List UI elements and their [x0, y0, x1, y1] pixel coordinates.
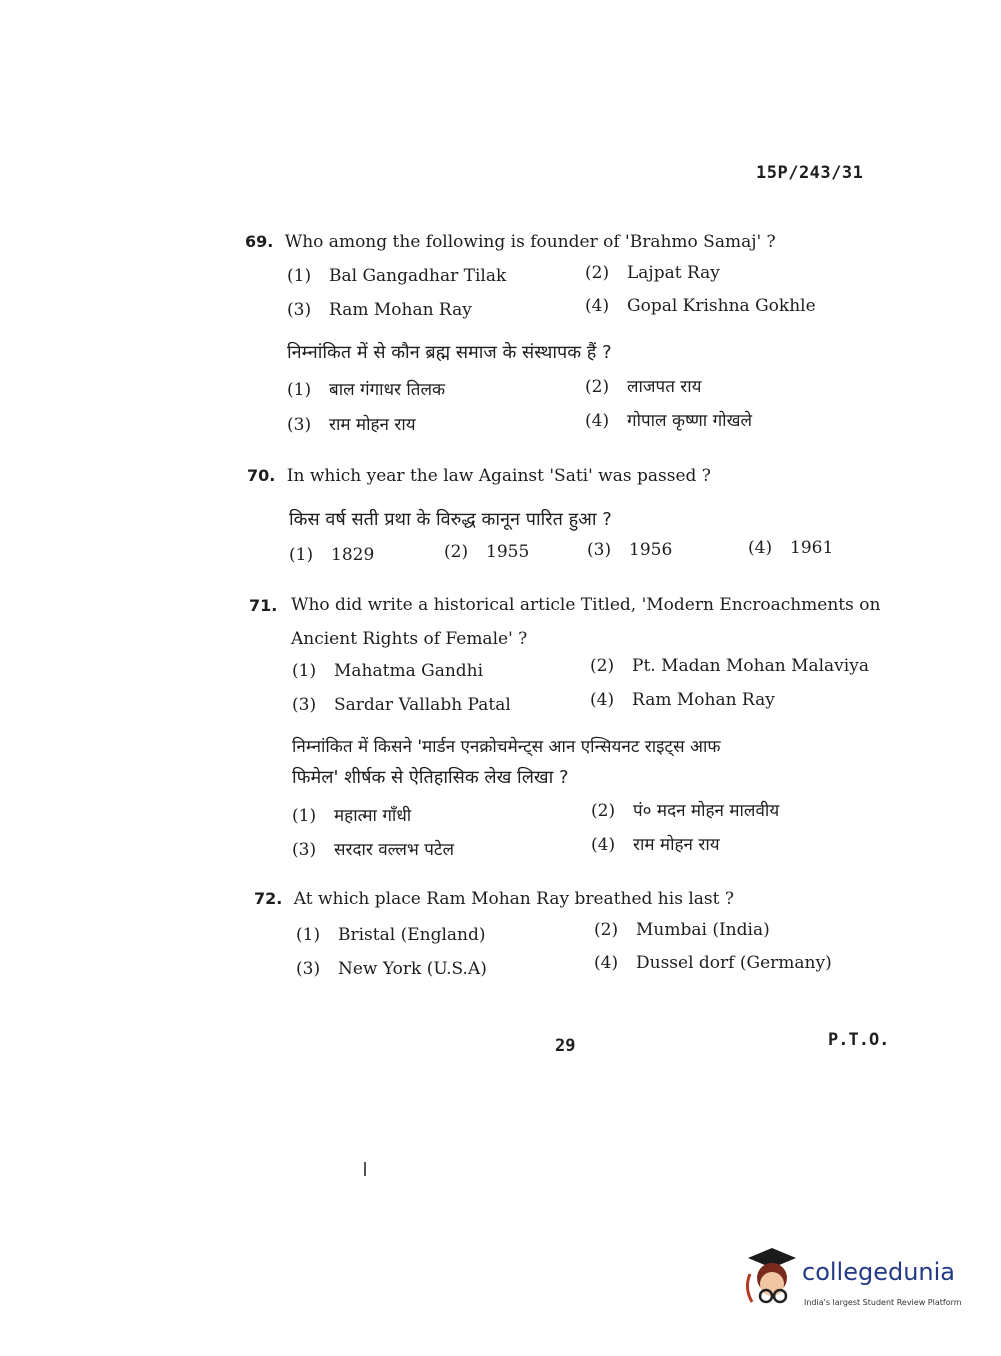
- option-2: (2) Pt. Madan Mohan Malaviya: [590, 656, 869, 676]
- option-4: (4) Ram Mohan Ray: [590, 690, 775, 710]
- question-number: 72.: [254, 889, 283, 908]
- option-1: (1) Bal Gangadhar Tilak: [287, 266, 507, 286]
- option-2-hindi: (2) लाजपत राय: [585, 377, 702, 397]
- option-1: (1) Mahatma Gandhi: [292, 661, 484, 681]
- page-number: 29: [555, 1036, 576, 1056]
- question-text: At which place Ram Mohan Ray breathed his last ?: [293, 889, 734, 909]
- option-3-hindi: (3) राम मोहन राय: [287, 415, 416, 435]
- option-3: (3) 1956: [587, 540, 673, 560]
- question-text: In which year the law Against 'Sati' was passed ?: [286, 466, 711, 486]
- watermark-logo: [742, 1248, 972, 1312]
- question-72: [254, 889, 734, 909]
- option-4: (4) Dussel dorf (Germany): [594, 953, 832, 973]
- option-2-hindi: (2) पं० मदन मोहन मालवीय: [591, 801, 780, 821]
- brand-tagline: India's largest Student Review Platform: [804, 1298, 962, 1307]
- question-number: 70.: [247, 466, 276, 485]
- option-2: (2) Mumbai (India): [594, 920, 770, 940]
- brand-name: collegedunia: [802, 1258, 956, 1286]
- question-text: Who among the following is founder of 'Brahmo Samaj' ?: [284, 232, 776, 252]
- question-69: [245, 232, 776, 252]
- option-1-hindi: (1) बाल गंगाधर तिलक: [287, 380, 446, 400]
- question-text-hindi-line-2: फिमेल' शीर्षक से ऐतिहासिक लेख लिखा ?: [292, 767, 569, 788]
- option-4: (4) Gopal Krishna Gokhle: [585, 296, 816, 316]
- question-71: [249, 596, 283, 616]
- option-3: (3) Ram Mohan Ray: [287, 300, 472, 320]
- question-text: Who did write a historical article Titled, 'Modern Encroachments on Ancient Rights of Female' ?: [291, 595, 881, 649]
- option-3: (3) New York (U.S.A): [296, 959, 487, 979]
- option-4-hindi: (4) राम मोहन राय: [591, 835, 720, 855]
- option-4-hindi: (4) गोपाल कृष्णा गोखले: [585, 411, 752, 431]
- question-70: [247, 466, 711, 486]
- question-number: 69.: [245, 232, 274, 251]
- pto-label: P.T.O.: [828, 1030, 890, 1050]
- option-1-hindi: (1) महात्मा गाँधी: [292, 806, 412, 826]
- option-1: (1) 1829: [289, 545, 375, 565]
- option-3: (3) Sardar Vallabh Patal: [292, 695, 511, 715]
- question-text-hindi: निम्नांकित में से कौन ब्रह्म समाज के संस्थापक हैं ?: [287, 342, 612, 363]
- option-4: (4) 1961: [748, 538, 834, 558]
- option-2: (2) 1955: [444, 542, 530, 562]
- paper-code: 15P/243/31: [756, 163, 864, 183]
- option-1: (1) Bristal (England): [296, 925, 486, 945]
- option-2: (2) Lajpat Ray: [585, 263, 720, 283]
- question-number: 71.: [249, 596, 278, 615]
- question-text-hindi: किस वर्ष सती प्रथा के विरुद्ध कानून पारित हुआ ?: [289, 509, 612, 530]
- question-text-hindi-line-1: निम्नांकित में किसने 'मार्डन एनक्रोचमेन्ट्स आन एन्सियनट राइट्स आफ: [292, 737, 721, 757]
- mascot-icon: [742, 1248, 800, 1310]
- scan-mark: [364, 1162, 366, 1176]
- option-3-hindi: (3) सरदार वल्लभ पटेल: [292, 840, 454, 860]
